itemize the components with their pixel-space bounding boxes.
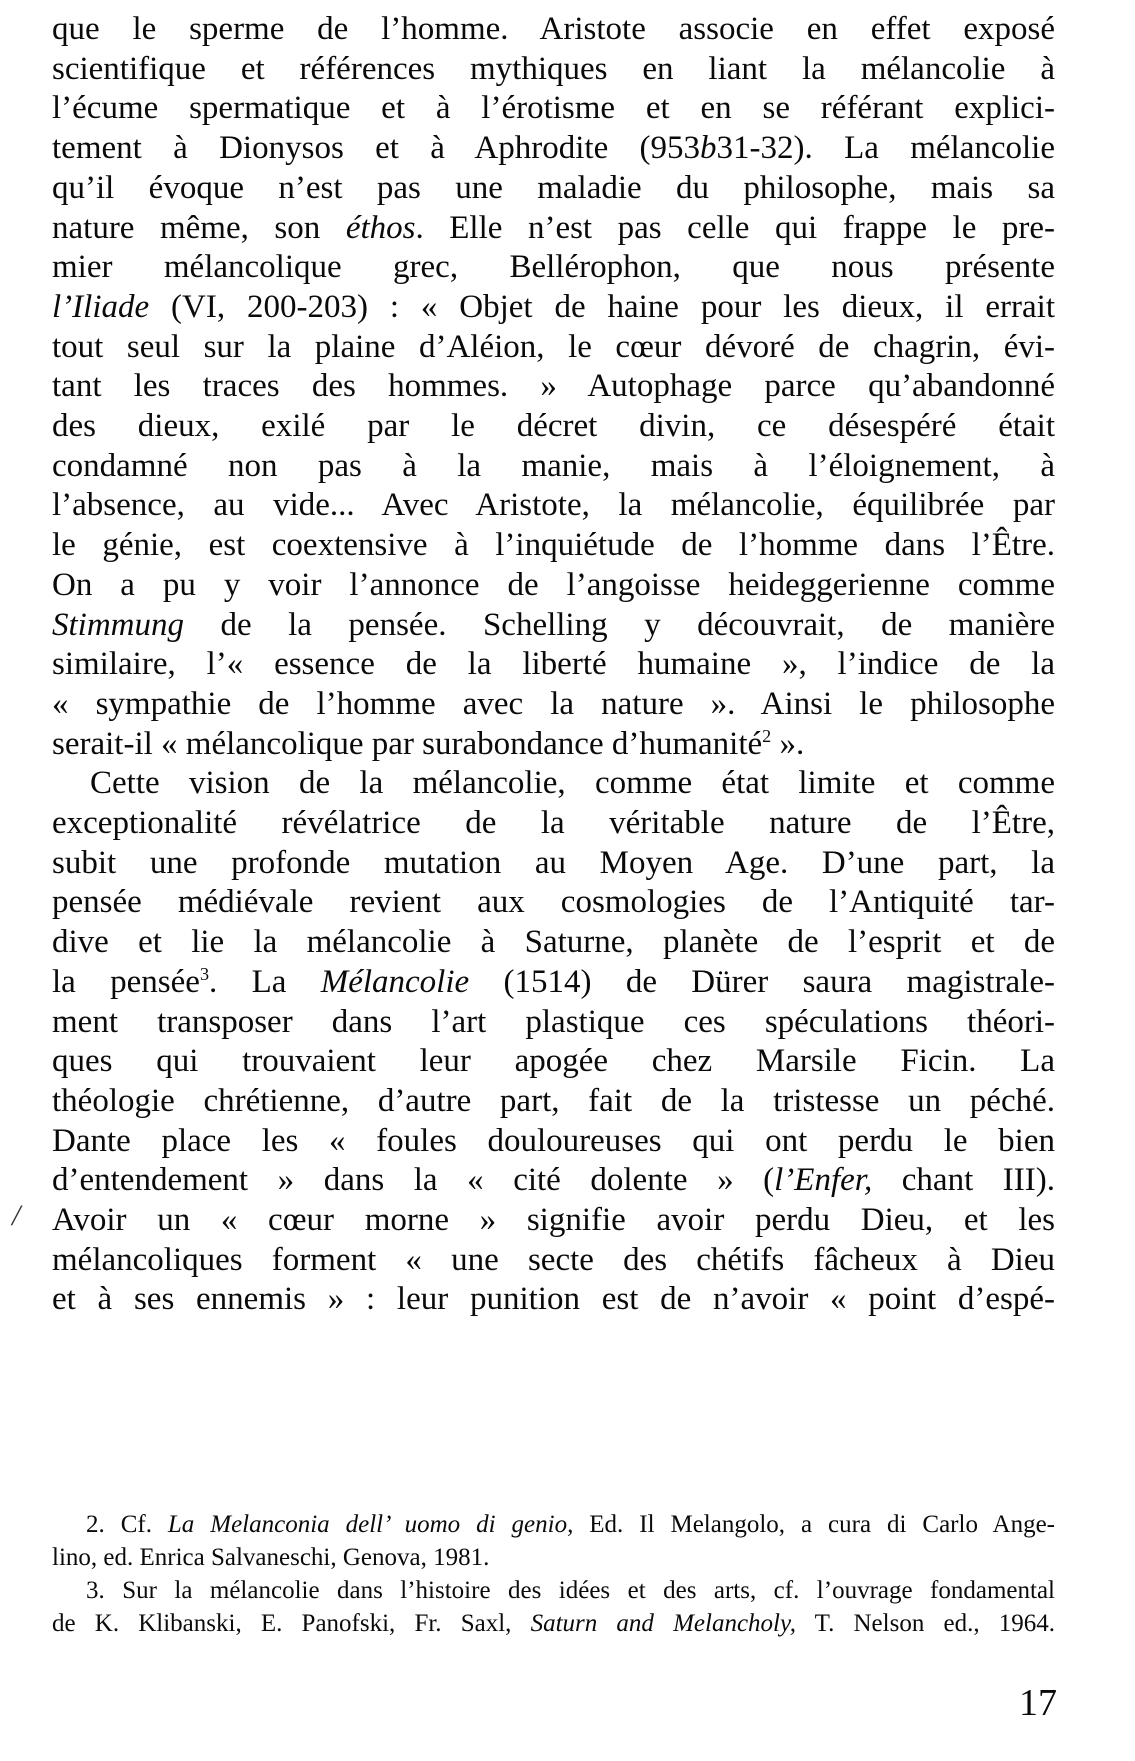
- text-line: Stimmung de la pensée. Schelling y découvrait, de manière: [52, 606, 1055, 643]
- page-number: 17: [1019, 1682, 1057, 1724]
- text-line: tant les traces des hommes. » Autophage parce qu’abandonné: [52, 368, 1055, 405]
- text-line: exceptionalité révélatrice de la véritable nature de l’Être,: [52, 805, 1055, 841]
- text-line: l’absence, au vide... Avec Aristote, la mélancolie, équilibrée par: [52, 487, 1055, 524]
- text-line: qu’il évoque n’est pas une maladie du philosophe, mais sa: [52, 169, 1055, 206]
- text-line: l’Iliade (VI, 200-203) : « Objet de haine pour les dieux, il errait: [52, 288, 1055, 325]
- text-line: d’entendement » dans la « cité dolente » (l’Enfer, chant III).: [52, 1162, 1056, 1199]
- text-line: serait-il « mélancolique par surabondance d’humanité$^2$ ».: [52, 725, 805, 762]
- text-line: ment transposer dans l’art plastique ces spéculations théori-: [52, 1003, 1055, 1040]
- margin-mark: /: [12, 1199, 21, 1232]
- text-line: tement à Dionysos et à Aphrodite (953b31-32). La mélancolie: [52, 130, 1055, 167]
- text-line: mier mélancolique grec, Bellérophon, que nous présente: [52, 249, 1055, 286]
- text-line: scientifique et références mythiques en liant la mélancolie à: [52, 50, 1055, 87]
- text-line: Dante place les « foules douloureuses qui ont perdu le bien: [52, 1122, 1055, 1159]
- text-line: la pensée$^3$. La Mélancolie (1514) de Dürer saura magistrale-: [52, 963, 1055, 1000]
- footnote-line: 2. Cf. La Melanconia dell’ uomo di genio, Ed. Il Melangolo, a cura di Carlo Ange-: [86, 1511, 1055, 1538]
- footnote-ref: 2: [762, 725, 772, 746]
- text-line: tout seul sur la plaine d’Aléion, le cœur dévoré de chagrin, évi-: [52, 328, 1055, 365]
- text-line: pensée médiévale revient aux cosmologies de l’Antiquité tar-: [52, 884, 1055, 921]
- text-line: que le sperme de l’homme. Aristote associe en effet exposé: [52, 11, 1055, 47]
- text-line: similaire, l’« essence de la liberté humaine », l’indice de la: [52, 646, 1055, 683]
- text-line: « sympathie de l’homme avec la nature ». Ainsi le philosophe: [52, 685, 1055, 722]
- text-line: Cette vision de la mélancolie, comme état limite et comme: [90, 765, 1055, 802]
- text-line: le génie, est coextensive à l’inquiétude de l’homme dans l’Être.: [52, 527, 1055, 564]
- text-line: dive et lie la mélancolie à Saturne, planète de l’esprit et de: [52, 924, 1055, 961]
- footnote-line: 3. Sur la mélancolie dans l’histoire des idées et des arts, cf. l’ouvrage fondamental: [86, 1577, 1055, 1604]
- text-line: subit une profonde mutation au Moyen Age. D’une part, la: [52, 844, 1055, 881]
- text-line: On a pu y voir l’annonce de l’angoisse heideggerienne comme: [52, 566, 1055, 603]
- footnote-ref: 3: [199, 963, 210, 984]
- text-line: l’écume spermatique et à l’érotisme et en se référant explici-: [52, 90, 1055, 127]
- text-line: des dieux, exilé par le décret divin, ce désespéré était: [52, 408, 1055, 444]
- text-line: mélancoliques forment « une secte des chétifs fâcheux à Dieu: [52, 1241, 1055, 1278]
- text-line: nature même, son éthos. Elle n’est pas celle qui frappe le pre-: [52, 209, 1056, 246]
- text-line: condamné non pas à la manie, mais à l’éloignement, à: [52, 447, 1055, 484]
- text-line: ques qui trouvaient leur apogée chez Marsile Ficin. La: [52, 1043, 1055, 1080]
- text-line: et à ses ennemis » : leur punition est de n’avoir « point d’espé-: [52, 1281, 1055, 1318]
- text-line: théologie chrétienne, d’autre part, fait de la tristesse un péché.: [52, 1082, 1055, 1119]
- text-line: Avoir un « cœur morne » signifie avoir perdu Dieu, et les: [52, 1202, 1055, 1238]
- footnote-line: lino, ed. Enrica Salvaneschi, Genova, 1981.: [52, 1544, 490, 1571]
- footnote-line: de K. Klibanski, E. Panofski, Fr. Saxl, Saturn and Melancholy, T. Nelson ed., 1964.: [52, 1610, 1056, 1637]
